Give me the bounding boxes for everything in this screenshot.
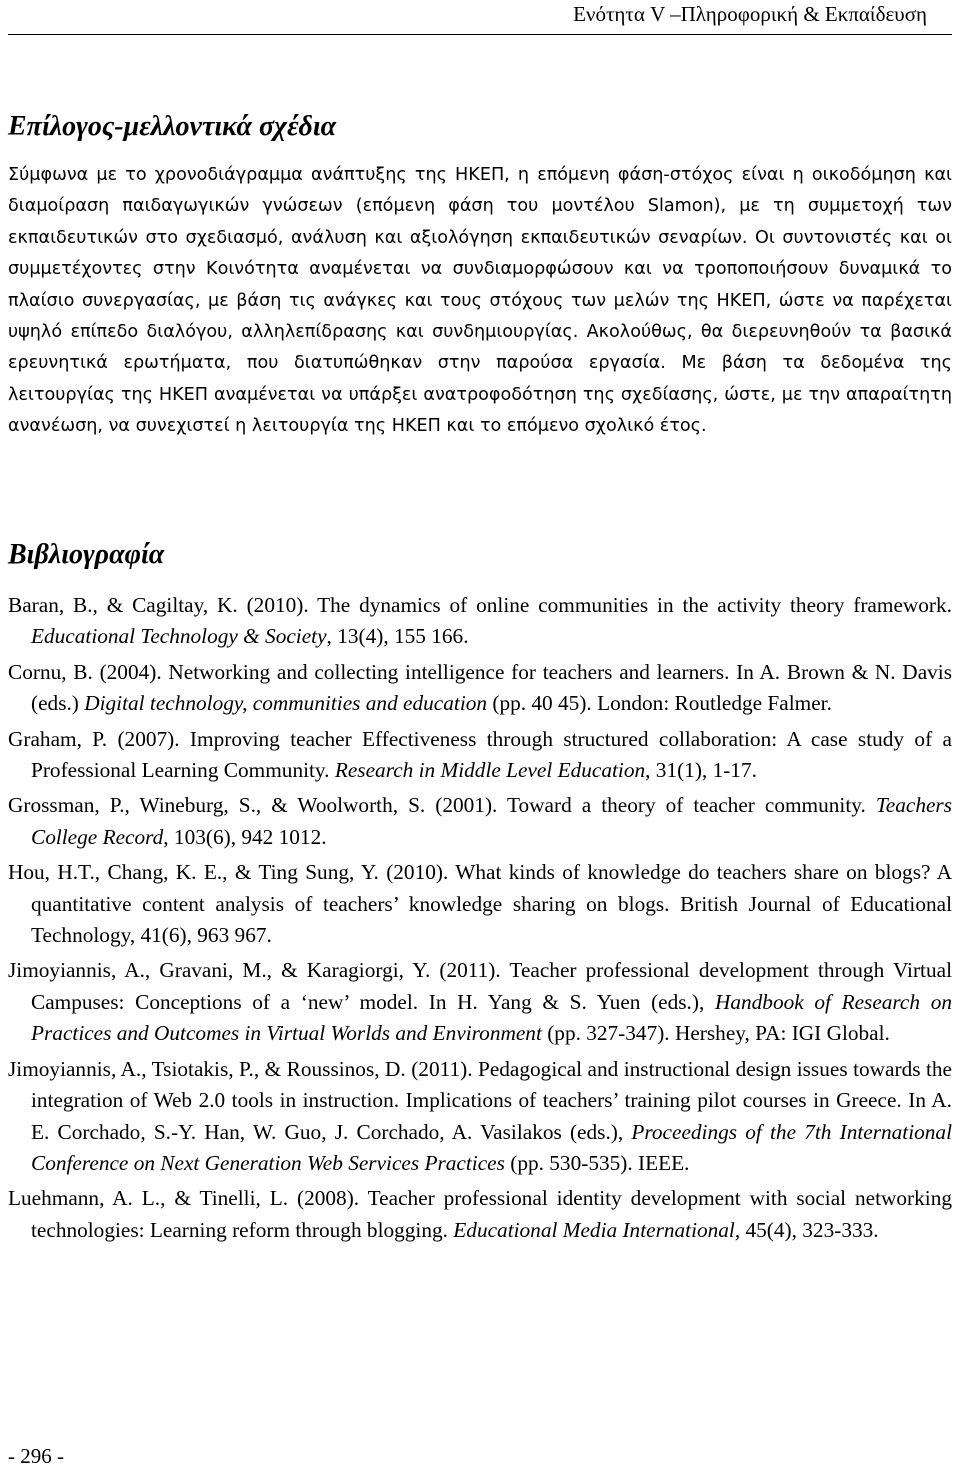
reference-list: [8, 590, 952, 1250]
page-number: - 296 -: [8, 1444, 64, 1468]
references-title: Βιβλιογραφία: [8, 539, 165, 570]
reference-item: Graham, P. (2007). Improving teacher Effectiveness through structured collaboration: A case study of a Professional Learning Community. Research in Middle Level Education, 31(1), 1-17.: [8, 726, 952, 783]
closing-paragraph: Σύμφωνα με το χρονοδιάγραμμα ανάπτυξης της ΗΚΕΠ, η επόμενη φάση-στόχος είναι η οικοδόμηση και διαμοίραση παιδαγωγικών γνώσεων (επόμενη φάση του μοντέλου Slamon), με τη συμμετοχή των εκπαιδευτικών στο σχεδιασμό, ανάλυση και αξιολόγηση εκπαιδευτικών σεναρίων. Οι συντονιστές και οι συμμετέχοντες στην Κοινότητα αναμένεται να συνδιαμορφώσουν και να τροποποιήσουν δυναμικά το πλαίσιο συνεργασίας, με βάση τις ανάγκες και τους στόχους των μελών της ΗΚΕΠ, ώστε να παρέχεται υψηλό επίπεδο διαλόγου, αλληλεπίδρασης και συνδημιουργίας. Ακολούθως, θα διερευνηθούν τα βασικά ερευνητικά ερωτήματα, που διατυπώθηκαν στην παρούσα εργασία. Με βάση τα δεδομένα της λειτουργίας της ΗΚΕΠ αναμένεται να υπάρξει ανατροφοδότηση της σχεδίασης, ώστε, με την απαραίτητη ανανέωση, να συνεχιστεί η λειτουργία της ΗΚΕΠ και το επόμενο σχολικό έτος.: [8, 165, 952, 437]
header-divider: [8, 34, 952, 35]
reference-item: Cornu, B. (2004). Networking and collecting intelligence for teachers and learners. In A. Brown & N. Davis (eds.) Digital technology, communities and education (pp. 40 45). London: Routledge Falmer.: [8, 659, 952, 716]
reference-item: Hou, H.T., Chang, K. E., & Ting Sung, Y. (2010). What kinds of knowledge do teachers share on blogs? A quantitative content analysis of teachers’ knowledge sharing on blogs. British Journal of Educational Technology, 41(6), 963 967.: [8, 860, 952, 948]
reference-item: Luehmann, A. L., & Tinelli, L. (2008). Teacher professional identity development with social networking technologies: Learning reform through blogging. Educational Media International, 45(4), 323-333.: [8, 1186, 952, 1242]
reference-item: Baran, B., & Cagiltay, K. (2010). The dynamics of online communities in the activity theory framework. Educational Technology & Society, 13(4), 155 166.: [8, 593, 952, 649]
closing-section-title: Επίλογος-μελλοντικά σχέδια: [8, 111, 337, 142]
reference-item: Jimoyiannis, A., Gravani, M., & Karagiorgi, Y. (2011). Teacher professional development through Virtual Campuses: Conceptions of a ‘new’ model. In H. Yang & S. Yuen (eds.), Handbook of Research on Practices and Outcomes in Virtual Worlds and Environment (pp. 327-347). Hershey, PA: IGI Global.: [8, 958, 952, 1046]
reference-item: Jimoyiannis, A., Tsiotakis, P., & Roussinos, D. (2011). Pedagogical and instructional design issues towards the integration of Web 2.0 tools in instruction. Implications of teachers’ training pilot courses in Greece. In A. E. Corchado, S.-Y. Han, W. Guo, J. Corchado, A. Vasilakos (eds.), Proceedings of the 7th International Conference on Next Generation Web Services Practices (pp. 530-535). IEEE.: [8, 1056, 953, 1175]
reference-item: Grossman, P., Wineburg, S., & Woolworth, S. (2001). Toward a theory of teacher community. Teachers College Record, 103(6), 942 1012.: [8, 793, 952, 849]
running-header: Ενότητα V –Πληροφορική & Εκπαίδευση: [573, 2, 927, 26]
